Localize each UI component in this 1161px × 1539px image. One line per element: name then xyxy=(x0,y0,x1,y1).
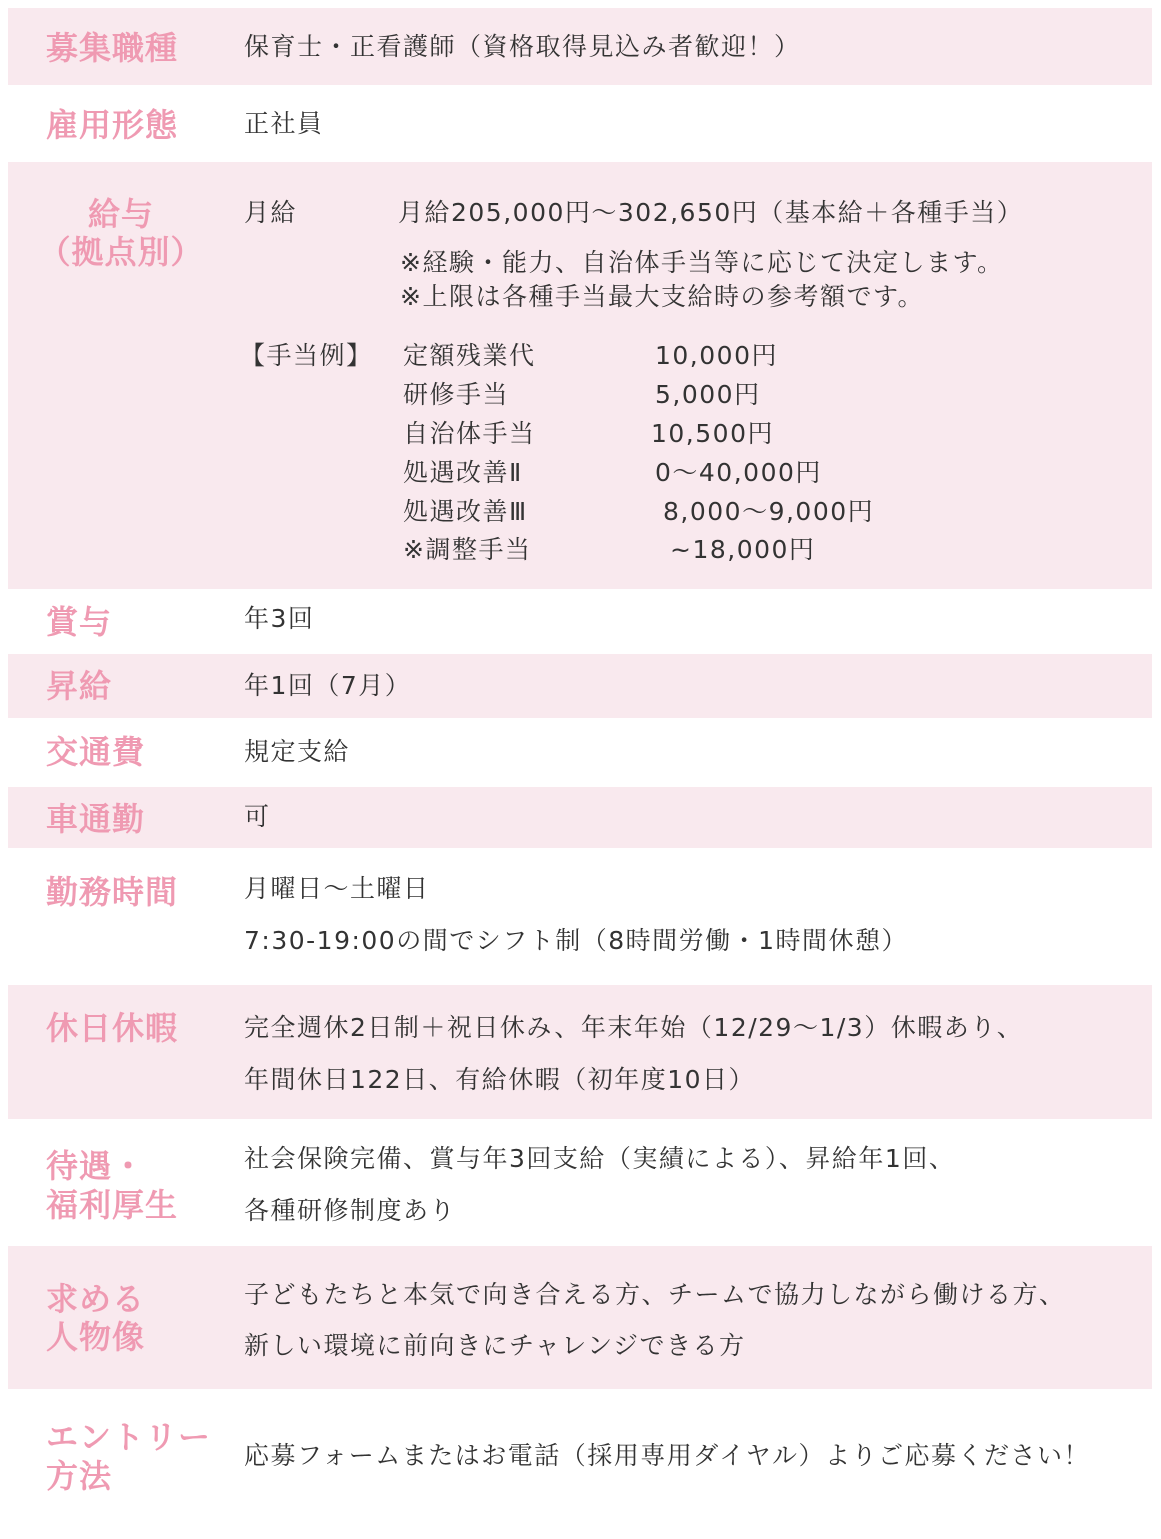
allowance-amount: 0～40,000円 xyxy=(655,458,822,487)
row-hours xyxy=(8,848,1152,985)
recruit-value: 保育士・正看護師（資格取得見込み者歓迎！） xyxy=(244,32,801,61)
row-persona xyxy=(8,1246,1152,1389)
monthly-label: 月給 xyxy=(244,198,298,227)
employment-label: 雇用形態 xyxy=(46,106,179,144)
allowance-amount: 8,000～9,000円 xyxy=(663,497,875,526)
allowance-name: 研修手当 xyxy=(403,380,510,409)
holidays-line-2: 年間休日122日、有給休暇（初年度10日） xyxy=(244,1065,756,1094)
salary-label-line1: 給与 xyxy=(87,195,154,233)
persona-label-line1: 求める xyxy=(46,1280,146,1318)
row-holidays xyxy=(8,985,1152,1119)
car-value: 可 xyxy=(244,802,271,831)
allowance-amount: 10,500円 xyxy=(651,419,774,448)
benefits-line-1: 社会保険完備、賞与年3回支給（実績による）、昇給年1回、 xyxy=(244,1144,956,1173)
recruit-label: 募集職種 xyxy=(46,29,179,67)
row-transport xyxy=(8,718,1152,787)
salary-label-line2: （拠点別） xyxy=(38,233,204,271)
entry-value: 応募フォームまたはお電話（採用専用ダイヤル）よりご応募ください！ xyxy=(244,1441,1091,1470)
holidays-line-1: 完全週休2日制＋祝日休み、年末年始（12/29～1/3）休暇あり、 xyxy=(244,1013,1024,1042)
allowance-amount: 5,000円 xyxy=(655,380,761,409)
transport-value: 規定支給 xyxy=(244,737,351,766)
benefits-label-line1: 待遇・ xyxy=(46,1147,146,1185)
row-recruit xyxy=(8,8,1152,85)
raise-value: 年1回（7月） xyxy=(244,671,412,700)
row-car xyxy=(8,787,1152,848)
allowance-label: 【手当例】 xyxy=(240,341,373,370)
benefits-label-line2: 福利厚生 xyxy=(46,1186,179,1224)
hours-line-1: 月曜日～土曜日 xyxy=(244,874,430,903)
allowance-name: 自治体手当 xyxy=(403,419,536,448)
monthly-value: 月給205,000円～302,650円（基本給＋各種手当） xyxy=(398,198,1024,227)
entry-label-line2: 方法 xyxy=(46,1457,113,1495)
allowance-amount: 10,000円 xyxy=(655,341,778,370)
allowance-amount: ~18,000円 xyxy=(670,535,816,564)
persona-line-1: 子どもたちと本気で向き合える方、チームで協力しながら働ける方、 xyxy=(244,1280,1066,1309)
raise-label: 昇給 xyxy=(46,667,113,705)
persona-label-line2: 人物像 xyxy=(46,1318,146,1356)
salary-note-2: ※上限は各種手当最大支給時の参考額です。 xyxy=(400,282,924,311)
benefits-line-2: 各種研修制度あり xyxy=(244,1196,457,1225)
row-entry xyxy=(8,1389,1152,1529)
hours-line-2: 7:30-19:00の間でシフト制（8時間労働・1時間休憩） xyxy=(244,926,909,955)
allowance-name: 処遇改善Ⅲ xyxy=(403,497,528,526)
holidays-label: 休日休暇 xyxy=(46,1009,179,1047)
bonus-value: 年3回 xyxy=(244,604,315,633)
row-bonus xyxy=(8,589,1152,654)
hours-label: 勤務時間 xyxy=(46,873,179,911)
transport-label: 交通費 xyxy=(46,733,146,771)
car-label: 車通勤 xyxy=(46,800,146,838)
allowance-name: ※調整手当 xyxy=(403,535,532,564)
row-benefits xyxy=(8,1119,1152,1246)
entry-label-line1: エントリー xyxy=(46,1418,212,1456)
row-salary xyxy=(8,162,1152,589)
allowance-name: 定額残業代 xyxy=(403,341,536,370)
bonus-label: 賞与 xyxy=(46,603,113,641)
employment-value: 正社員 xyxy=(244,109,324,138)
persona-line-2: 新しい環境に前向きにチャレンジできる方 xyxy=(244,1331,746,1360)
salary-note-1: ※経験・能力、自治体手当等に応じて決定します。 xyxy=(400,248,1004,277)
row-raise xyxy=(8,654,1152,718)
row-employment xyxy=(8,85,1152,162)
allowance-name: 処遇改善Ⅱ xyxy=(403,458,523,487)
